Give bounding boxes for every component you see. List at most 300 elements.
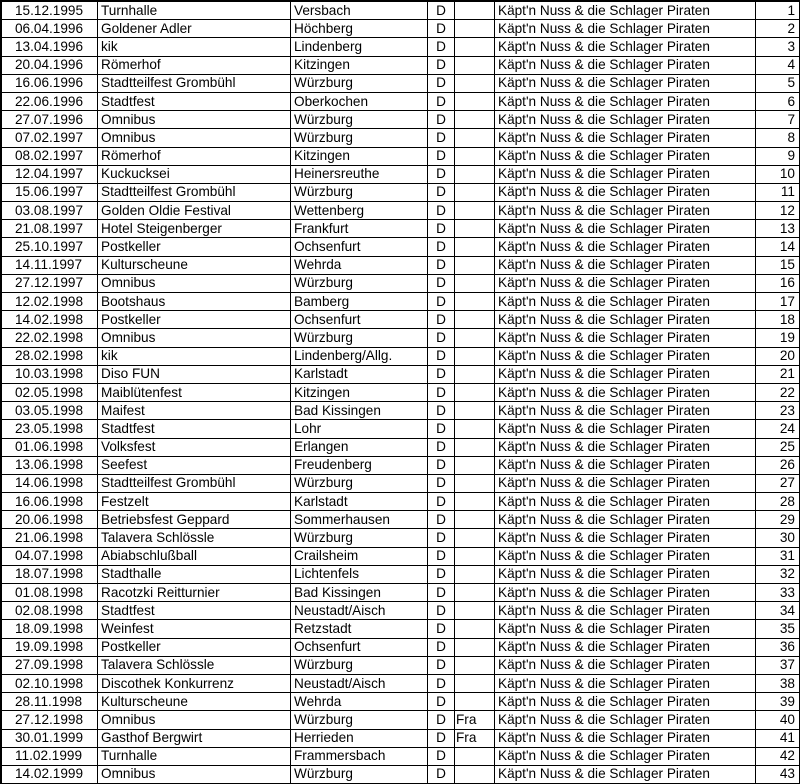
band-cell[interactable]: Käpt'n Nuss & die Schlager Piraten: [495, 547, 756, 565]
band-cell[interactable]: Käpt'n Nuss & die Schlager Piraten: [495, 711, 756, 729]
number-cell[interactable]: 6: [756, 92, 800, 110]
venue-cell[interactable]: Golden Oldie Festival: [98, 202, 291, 220]
country-cell[interactable]: D: [428, 129, 455, 147]
date-cell[interactable]: 27.12.1998: [2, 711, 98, 729]
date-cell[interactable]: 10.03.1998: [2, 365, 98, 383]
city-cell[interactable]: Versbach: [291, 2, 428, 20]
band-cell[interactable]: Käpt'n Nuss & die Schlager Piraten: [495, 638, 756, 656]
extra-cell[interactable]: [455, 256, 495, 274]
venue-cell[interactable]: Talavera Schlössle: [98, 529, 291, 547]
venue-cell[interactable]: Racotzki Reitturnier: [98, 584, 291, 602]
date-cell[interactable]: 23.05.1998: [2, 420, 98, 438]
extra-cell[interactable]: [455, 183, 495, 201]
venue-cell[interactable]: Omnibus: [98, 129, 291, 147]
venue-cell[interactable]: Betriebsfest Geppard: [98, 511, 291, 529]
venue-cell[interactable]: Turnhalle: [98, 747, 291, 765]
extra-cell[interactable]: [455, 529, 495, 547]
extra-cell[interactable]: [455, 602, 495, 620]
country-cell[interactable]: D: [428, 383, 455, 401]
extra-cell[interactable]: [455, 220, 495, 238]
date-cell[interactable]: 14.06.1998: [2, 474, 98, 492]
venue-cell[interactable]: Stadtfest: [98, 602, 291, 620]
country-cell[interactable]: D: [428, 92, 455, 110]
number-cell[interactable]: 35: [756, 620, 800, 638]
city-cell[interactable]: Würzburg: [291, 111, 428, 129]
country-cell[interactable]: D: [428, 584, 455, 602]
date-cell[interactable]: 13.06.1998: [2, 456, 98, 474]
extra-cell[interactable]: [455, 293, 495, 311]
extra-cell[interactable]: [455, 92, 495, 110]
extra-cell[interactable]: [455, 620, 495, 638]
extra-cell[interactable]: [455, 547, 495, 565]
date-cell[interactable]: 08.02.1997: [2, 147, 98, 165]
band-cell[interactable]: Käpt'n Nuss & die Schlager Piraten: [495, 420, 756, 438]
city-cell[interactable]: Frankfurt: [291, 220, 428, 238]
band-cell[interactable]: Käpt'n Nuss & die Schlager Piraten: [495, 183, 756, 201]
city-cell[interactable]: Würzburg: [291, 711, 428, 729]
band-cell[interactable]: Käpt'n Nuss & die Schlager Piraten: [495, 456, 756, 474]
country-cell[interactable]: D: [428, 256, 455, 274]
city-cell[interactable]: Lindenberg/Allg.: [291, 347, 428, 365]
number-cell[interactable]: 32: [756, 565, 800, 583]
extra-cell[interactable]: [455, 474, 495, 492]
country-cell[interactable]: D: [428, 438, 455, 456]
venue-cell[interactable]: Goldener Adler: [98, 20, 291, 38]
city-cell[interactable]: Karlstadt: [291, 365, 428, 383]
date-cell[interactable]: 01.06.1998: [2, 438, 98, 456]
date-cell[interactable]: 14.02.1999: [2, 765, 98, 783]
venue-cell[interactable]: Festzelt: [98, 493, 291, 511]
extra-cell[interactable]: [455, 129, 495, 147]
date-cell[interactable]: 02.08.1998: [2, 602, 98, 620]
venue-cell[interactable]: Omnibus: [98, 111, 291, 129]
city-cell[interactable]: Wehrda: [291, 693, 428, 711]
venue-cell[interactable]: Kuckucksei: [98, 165, 291, 183]
venue-cell[interactable]: kik: [98, 347, 291, 365]
extra-cell[interactable]: [455, 147, 495, 165]
band-cell[interactable]: Käpt'n Nuss & die Schlager Piraten: [495, 293, 756, 311]
country-cell[interactable]: D: [428, 238, 455, 256]
number-cell[interactable]: 29: [756, 511, 800, 529]
extra-cell[interactable]: [455, 311, 495, 329]
number-cell[interactable]: 1: [756, 2, 800, 20]
country-cell[interactable]: D: [428, 111, 455, 129]
city-cell[interactable]: Freudenberg: [291, 456, 428, 474]
country-cell[interactable]: D: [428, 365, 455, 383]
date-cell[interactable]: 18.07.1998: [2, 565, 98, 583]
extra-cell[interactable]: [455, 674, 495, 692]
city-cell[interactable]: Würzburg: [291, 474, 428, 492]
extra-cell[interactable]: [455, 438, 495, 456]
band-cell[interactable]: Käpt'n Nuss & die Schlager Piraten: [495, 474, 756, 492]
venue-cell[interactable]: Stadtteilfest Grombühl: [98, 474, 291, 492]
band-cell[interactable]: Käpt'n Nuss & die Schlager Piraten: [495, 747, 756, 765]
venue-cell[interactable]: Maifest: [98, 402, 291, 420]
number-cell[interactable]: 21: [756, 365, 800, 383]
extra-cell[interactable]: [455, 565, 495, 583]
extra-cell[interactable]: [455, 238, 495, 256]
band-cell[interactable]: Käpt'n Nuss & die Schlager Piraten: [495, 383, 756, 401]
number-cell[interactable]: 37: [756, 656, 800, 674]
country-cell[interactable]: D: [428, 602, 455, 620]
extra-cell[interactable]: [455, 56, 495, 74]
extra-cell[interactable]: [455, 456, 495, 474]
venue-cell[interactable]: Kulturscheune: [98, 256, 291, 274]
venue-cell[interactable]: Omnibus: [98, 711, 291, 729]
city-cell[interactable]: Bad Kissingen: [291, 402, 428, 420]
city-cell[interactable]: Würzburg: [291, 765, 428, 783]
extra-cell[interactable]: [455, 347, 495, 365]
band-cell[interactable]: Käpt'n Nuss & die Schlager Piraten: [495, 656, 756, 674]
city-cell[interactable]: Wehrda: [291, 256, 428, 274]
date-cell[interactable]: 27.12.1997: [2, 274, 98, 292]
country-cell[interactable]: D: [428, 74, 455, 92]
city-cell[interactable]: Neustadt/Aisch: [291, 602, 428, 620]
band-cell[interactable]: Käpt'n Nuss & die Schlager Piraten: [495, 111, 756, 129]
date-cell[interactable]: 03.08.1997: [2, 202, 98, 220]
country-cell[interactable]: D: [428, 202, 455, 220]
country-cell[interactable]: D: [428, 20, 455, 38]
extra-cell[interactable]: [455, 202, 495, 220]
number-cell[interactable]: 18: [756, 311, 800, 329]
country-cell[interactable]: D: [428, 674, 455, 692]
country-cell[interactable]: D: [428, 493, 455, 511]
date-cell[interactable]: 02.05.1998: [2, 383, 98, 401]
city-cell[interactable]: Lichtenfels: [291, 565, 428, 583]
number-cell[interactable]: 13: [756, 220, 800, 238]
country-cell[interactable]: D: [428, 2, 455, 20]
venue-cell[interactable]: Omnibus: [98, 765, 291, 783]
extra-cell[interactable]: [455, 274, 495, 292]
date-cell[interactable]: 19.09.1998: [2, 638, 98, 656]
number-cell[interactable]: 5: [756, 74, 800, 92]
country-cell[interactable]: D: [428, 347, 455, 365]
country-cell[interactable]: D: [428, 711, 455, 729]
number-cell[interactable]: 15: [756, 256, 800, 274]
city-cell[interactable]: Kitzingen: [291, 56, 428, 74]
extra-cell[interactable]: [455, 693, 495, 711]
venue-cell[interactable]: Kulturscheune: [98, 693, 291, 711]
venue-cell[interactable]: Postkeller: [98, 638, 291, 656]
city-cell[interactable]: Lindenberg: [291, 38, 428, 56]
number-cell[interactable]: 39: [756, 693, 800, 711]
venue-cell[interactable]: Stadtfest: [98, 92, 291, 110]
country-cell[interactable]: D: [428, 402, 455, 420]
country-cell[interactable]: D: [428, 747, 455, 765]
band-cell[interactable]: Käpt'n Nuss & die Schlager Piraten: [495, 693, 756, 711]
venue-cell[interactable]: Bootshaus: [98, 293, 291, 311]
country-cell[interactable]: D: [428, 56, 455, 74]
city-cell[interactable]: Sommerhausen: [291, 511, 428, 529]
venue-cell[interactable]: Stadtteilfest Grombühl: [98, 183, 291, 201]
venue-cell[interactable]: Römerhof: [98, 56, 291, 74]
city-cell[interactable]: Frammersbach: [291, 747, 428, 765]
country-cell[interactable]: D: [428, 147, 455, 165]
city-cell[interactable]: Bad Kissingen: [291, 584, 428, 602]
date-cell[interactable]: 15.12.1995: [2, 2, 98, 20]
extra-cell[interactable]: [455, 383, 495, 401]
country-cell[interactable]: D: [428, 293, 455, 311]
extra-cell[interactable]: [455, 111, 495, 129]
number-cell[interactable]: 40: [756, 711, 800, 729]
band-cell[interactable]: Käpt'n Nuss & die Schlager Piraten: [495, 493, 756, 511]
country-cell[interactable]: D: [428, 547, 455, 565]
date-cell[interactable]: 20.06.1998: [2, 511, 98, 529]
country-cell[interactable]: D: [428, 274, 455, 292]
band-cell[interactable]: Käpt'n Nuss & die Schlager Piraten: [495, 329, 756, 347]
band-cell[interactable]: Käpt'n Nuss & die Schlager Piraten: [495, 402, 756, 420]
number-cell[interactable]: 25: [756, 438, 800, 456]
number-cell[interactable]: 3: [756, 38, 800, 56]
number-cell[interactable]: 31: [756, 547, 800, 565]
country-cell[interactable]: D: [428, 38, 455, 56]
number-cell[interactable]: 33: [756, 584, 800, 602]
city-cell[interactable]: Neustadt/Aisch: [291, 674, 428, 692]
city-cell[interactable]: Würzburg: [291, 183, 428, 201]
venue-cell[interactable]: Hotel Steigenberger: [98, 220, 291, 238]
band-cell[interactable]: Käpt'n Nuss & die Schlager Piraten: [495, 584, 756, 602]
date-cell[interactable]: 13.04.1996: [2, 38, 98, 56]
venue-cell[interactable]: Stadthalle: [98, 565, 291, 583]
band-cell[interactable]: Käpt'n Nuss & die Schlager Piraten: [495, 311, 756, 329]
city-cell[interactable]: Würzburg: [291, 529, 428, 547]
band-cell[interactable]: Käpt'n Nuss & die Schlager Piraten: [495, 220, 756, 238]
city-cell[interactable]: Höchberg: [291, 20, 428, 38]
date-cell[interactable]: 25.10.1997: [2, 238, 98, 256]
number-cell[interactable]: 9: [756, 147, 800, 165]
extra-cell[interactable]: [455, 493, 495, 511]
city-cell[interactable]: Würzburg: [291, 329, 428, 347]
extra-cell[interactable]: [455, 402, 495, 420]
band-cell[interactable]: Käpt'n Nuss & die Schlager Piraten: [495, 529, 756, 547]
city-cell[interactable]: Karlstadt: [291, 493, 428, 511]
city-cell[interactable]: Retzstadt: [291, 620, 428, 638]
venue-cell[interactable]: Abiabschlußball: [98, 547, 291, 565]
city-cell[interactable]: Würzburg: [291, 74, 428, 92]
venue-cell[interactable]: Gasthof Bergwirt: [98, 729, 291, 747]
number-cell[interactable]: 19: [756, 329, 800, 347]
city-cell[interactable]: Heinersreuthe: [291, 165, 428, 183]
band-cell[interactable]: Käpt'n Nuss & die Schlager Piraten: [495, 438, 756, 456]
venue-cell[interactable]: Maiblütenfest: [98, 383, 291, 401]
venue-cell[interactable]: Omnibus: [98, 329, 291, 347]
date-cell[interactable]: 22.02.1998: [2, 329, 98, 347]
band-cell[interactable]: Käpt'n Nuss & die Schlager Piraten: [495, 129, 756, 147]
band-cell[interactable]: Käpt'n Nuss & die Schlager Piraten: [495, 92, 756, 110]
venue-cell[interactable]: Seefest: [98, 456, 291, 474]
city-cell[interactable]: Würzburg: [291, 129, 428, 147]
city-cell[interactable]: Lohr: [291, 420, 428, 438]
date-cell[interactable]: 22.06.1996: [2, 92, 98, 110]
number-cell[interactable]: 17: [756, 293, 800, 311]
country-cell[interactable]: D: [428, 311, 455, 329]
date-cell[interactable]: 06.04.1996: [2, 20, 98, 38]
country-cell[interactable]: D: [428, 420, 455, 438]
date-cell[interactable]: 27.09.1998: [2, 656, 98, 674]
venue-cell[interactable]: Omnibus: [98, 274, 291, 292]
extra-cell[interactable]: [455, 365, 495, 383]
date-cell[interactable]: 28.02.1998: [2, 347, 98, 365]
date-cell[interactable]: 18.09.1998: [2, 620, 98, 638]
number-cell[interactable]: 27: [756, 474, 800, 492]
number-cell[interactable]: 16: [756, 274, 800, 292]
venue-cell[interactable]: Weinfest: [98, 620, 291, 638]
number-cell[interactable]: 8: [756, 129, 800, 147]
country-cell[interactable]: D: [428, 729, 455, 747]
date-cell[interactable]: 12.04.1997: [2, 165, 98, 183]
date-cell[interactable]: 11.02.1999: [2, 747, 98, 765]
extra-cell[interactable]: [455, 584, 495, 602]
extra-cell[interactable]: [455, 20, 495, 38]
band-cell[interactable]: Käpt'n Nuss & die Schlager Piraten: [495, 511, 756, 529]
country-cell[interactable]: D: [428, 765, 455, 783]
extra-cell[interactable]: [455, 765, 495, 783]
band-cell[interactable]: Käpt'n Nuss & die Schlager Piraten: [495, 729, 756, 747]
country-cell[interactable]: D: [428, 620, 455, 638]
band-cell[interactable]: Käpt'n Nuss & die Schlager Piraten: [495, 74, 756, 92]
city-cell[interactable]: Oberkochen: [291, 92, 428, 110]
city-cell[interactable]: Erlangen: [291, 438, 428, 456]
city-cell[interactable]: Kitzingen: [291, 383, 428, 401]
number-cell[interactable]: 38: [756, 674, 800, 692]
country-cell[interactable]: D: [428, 511, 455, 529]
extra-cell[interactable]: [455, 165, 495, 183]
number-cell[interactable]: 26: [756, 456, 800, 474]
band-cell[interactable]: Käpt'n Nuss & die Schlager Piraten: [495, 165, 756, 183]
city-cell[interactable]: Ochsenfurt: [291, 638, 428, 656]
number-cell[interactable]: 24: [756, 420, 800, 438]
date-cell[interactable]: 27.07.1996: [2, 111, 98, 129]
band-cell[interactable]: Käpt'n Nuss & die Schlager Piraten: [495, 256, 756, 274]
country-cell[interactable]: D: [428, 183, 455, 201]
extra-cell[interactable]: [455, 511, 495, 529]
number-cell[interactable]: 10: [756, 165, 800, 183]
country-cell[interactable]: D: [428, 693, 455, 711]
extra-cell[interactable]: [455, 74, 495, 92]
venue-cell[interactable]: kik: [98, 38, 291, 56]
band-cell[interactable]: Käpt'n Nuss & die Schlager Piraten: [495, 38, 756, 56]
band-cell[interactable]: Käpt'n Nuss & die Schlager Piraten: [495, 565, 756, 583]
number-cell[interactable]: 43: [756, 765, 800, 783]
date-cell[interactable]: 28.11.1998: [2, 693, 98, 711]
number-cell[interactable]: 28: [756, 493, 800, 511]
country-cell[interactable]: D: [428, 329, 455, 347]
venue-cell[interactable]: Turnhalle: [98, 2, 291, 20]
number-cell[interactable]: 42: [756, 747, 800, 765]
country-cell[interactable]: D: [428, 638, 455, 656]
number-cell[interactable]: 12: [756, 202, 800, 220]
city-cell[interactable]: Wettenberg: [291, 202, 428, 220]
extra-cell[interactable]: [455, 747, 495, 765]
date-cell[interactable]: 12.02.1998: [2, 293, 98, 311]
band-cell[interactable]: Käpt'n Nuss & die Schlager Piraten: [495, 274, 756, 292]
country-cell[interactable]: D: [428, 656, 455, 674]
date-cell[interactable]: 01.08.1998: [2, 584, 98, 602]
band-cell[interactable]: Käpt'n Nuss & die Schlager Piraten: [495, 620, 756, 638]
city-cell[interactable]: Herrieden: [291, 729, 428, 747]
country-cell[interactable]: D: [428, 456, 455, 474]
band-cell[interactable]: Käpt'n Nuss & die Schlager Piraten: [495, 147, 756, 165]
extra-cell[interactable]: [455, 420, 495, 438]
venue-cell[interactable]: Stadtteilfest Grombühl: [98, 74, 291, 92]
date-cell[interactable]: 14.02.1998: [2, 311, 98, 329]
city-cell[interactable]: Würzburg: [291, 274, 428, 292]
country-cell[interactable]: D: [428, 565, 455, 583]
venue-cell[interactable]: Discothek Konkurrenz: [98, 674, 291, 692]
band-cell[interactable]: Käpt'n Nuss & die Schlager Piraten: [495, 2, 756, 20]
venue-cell[interactable]: Diso FUN: [98, 365, 291, 383]
number-cell[interactable]: 20: [756, 347, 800, 365]
city-cell[interactable]: Würzburg: [291, 656, 428, 674]
band-cell[interactable]: Käpt'n Nuss & die Schlager Piraten: [495, 765, 756, 783]
venue-cell[interactable]: Volksfest: [98, 438, 291, 456]
date-cell[interactable]: 16.06.1998: [2, 493, 98, 511]
city-cell[interactable]: Crailsheim: [291, 547, 428, 565]
extra-cell[interactable]: [455, 38, 495, 56]
band-cell[interactable]: Käpt'n Nuss & die Schlager Piraten: [495, 674, 756, 692]
extra-cell[interactable]: [455, 638, 495, 656]
date-cell[interactable]: 04.07.1998: [2, 547, 98, 565]
number-cell[interactable]: 36: [756, 638, 800, 656]
extra-cell[interactable]: [455, 2, 495, 20]
venue-cell[interactable]: Postkeller: [98, 311, 291, 329]
country-cell[interactable]: D: [428, 220, 455, 238]
number-cell[interactable]: 7: [756, 111, 800, 129]
city-cell[interactable]: Bamberg: [291, 293, 428, 311]
number-cell[interactable]: 4: [756, 56, 800, 74]
date-cell[interactable]: 16.06.1996: [2, 74, 98, 92]
band-cell[interactable]: Käpt'n Nuss & die Schlager Piraten: [495, 365, 756, 383]
venue-cell[interactable]: Talavera Schlössle: [98, 656, 291, 674]
venue-cell[interactable]: Römerhof: [98, 147, 291, 165]
venue-cell[interactable]: Postkeller: [98, 238, 291, 256]
date-cell[interactable]: 20.04.1996: [2, 56, 98, 74]
city-cell[interactable]: Ochsenfurt: [291, 311, 428, 329]
country-cell[interactable]: D: [428, 165, 455, 183]
date-cell[interactable]: 14.11.1997: [2, 256, 98, 274]
band-cell[interactable]: Käpt'n Nuss & die Schlager Piraten: [495, 347, 756, 365]
number-cell[interactable]: 41: [756, 729, 800, 747]
extra-cell[interactable]: [455, 656, 495, 674]
band-cell[interactable]: Käpt'n Nuss & die Schlager Piraten: [495, 238, 756, 256]
band-cell[interactable]: Käpt'n Nuss & die Schlager Piraten: [495, 202, 756, 220]
date-cell[interactable]: 30.01.1999: [2, 729, 98, 747]
date-cell[interactable]: 21.08.1997: [2, 220, 98, 238]
extra-cell[interactable]: Fra: [455, 711, 495, 729]
extra-cell[interactable]: [455, 329, 495, 347]
band-cell[interactable]: Käpt'n Nuss & die Schlager Piraten: [495, 56, 756, 74]
number-cell[interactable]: 22: [756, 383, 800, 401]
date-cell[interactable]: 15.06.1997: [2, 183, 98, 201]
band-cell[interactable]: Käpt'n Nuss & die Schlager Piraten: [495, 20, 756, 38]
date-cell[interactable]: 03.05.1998: [2, 402, 98, 420]
date-cell[interactable]: 02.10.1998: [2, 674, 98, 692]
city-cell[interactable]: Ochsenfurt: [291, 238, 428, 256]
date-cell[interactable]: 07.02.1997: [2, 129, 98, 147]
date-cell[interactable]: 21.06.1998: [2, 529, 98, 547]
number-cell[interactable]: 34: [756, 602, 800, 620]
country-cell[interactable]: D: [428, 474, 455, 492]
city-cell[interactable]: Kitzingen: [291, 147, 428, 165]
number-cell[interactable]: 11: [756, 183, 800, 201]
country-cell[interactable]: D: [428, 529, 455, 547]
band-cell[interactable]: Käpt'n Nuss & die Schlager Piraten: [495, 602, 756, 620]
number-cell[interactable]: 14: [756, 238, 800, 256]
number-cell[interactable]: 30: [756, 529, 800, 547]
extra-cell[interactable]: Fra: [455, 729, 495, 747]
number-cell[interactable]: 2: [756, 20, 800, 38]
venue-cell[interactable]: Stadtfest: [98, 420, 291, 438]
